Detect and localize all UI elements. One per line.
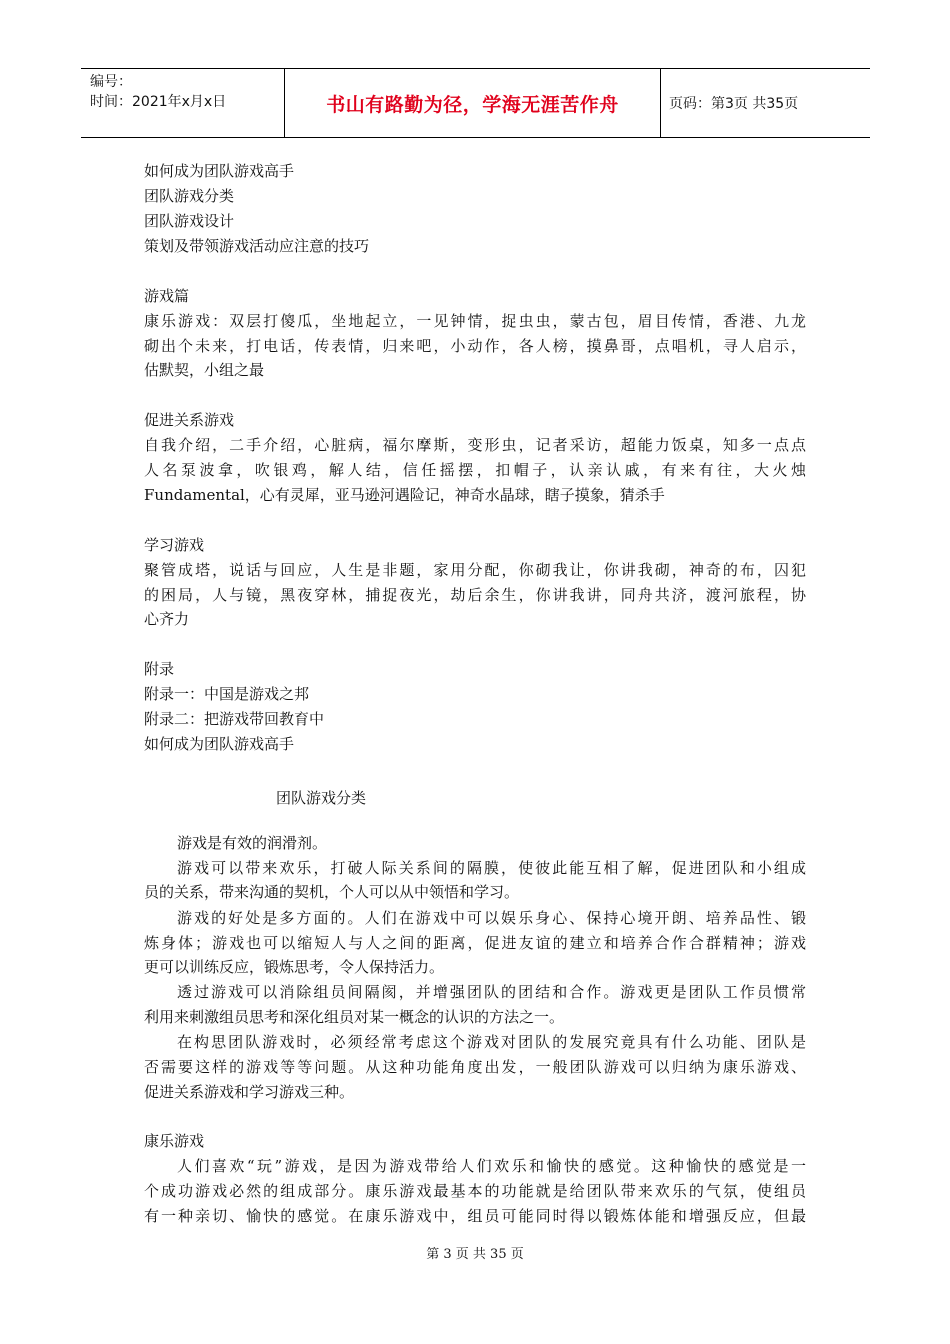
text-line: Fundamental，心有灵犀，亚马逊河遇险记，神奇水晶球，瞎子摸象，猜杀手 [144, 486, 665, 504]
text-line: 炼身体；游戏也可以缩短人与人之间的距离，促进友谊的建立和培养合作合群精神；游戏 [144, 934, 806, 952]
page-header [81, 68, 870, 138]
section-heading: 游戏篇 [144, 287, 190, 305]
text-line: 估默契，小组之最 [144, 361, 265, 379]
text-line: 促进关系游戏和学习游戏三种。 [144, 1083, 355, 1101]
section-title: 团队游戏分类 [276, 789, 367, 807]
text-line: 员的关系，带来沟通的契机，个人可以从中领悟和学习。 [144, 883, 520, 901]
text-line: 如何成为团队游戏高手 [144, 735, 295, 753]
toc-item: 团队游戏分类 [144, 187, 235, 205]
text-line: 游戏可以带来欢乐，打破人际关系间的隔膜，使彼此能互相了解，促进团队和小组成 [177, 859, 806, 877]
header-meta [81, 69, 284, 137]
code-label: 编号： [90, 74, 132, 90]
text-line: 游戏的好处是多方面的。人们在游戏中可以娱乐身心、保持心境开朗、培养品性、锻 [177, 909, 806, 927]
text-line: 在构思团队游戏时，必须经常考虑这个游戏对团队的发展究竟具有什么功能、团队是 [177, 1033, 806, 1051]
section-heading: 促进关系游戏 [144, 411, 235, 429]
text-line: 有一种亲切、愉快的感觉。在康乐游戏中，组员可能同时得以锻炼体能和增强反应，但最 [144, 1207, 806, 1225]
text-line: 个成功游戏必然的组成部分。康乐游戏最基本的功能就是给团队带来欢乐的气氛，使组员 [144, 1182, 806, 1200]
motto: 书山有路勤为径，学海无涯苦作舟 [326, 93, 619, 116]
page-info: 页码：第3页 共35页 [669, 96, 799, 112]
toc-item: 策划及带领游戏活动应注意的技巧 [144, 237, 370, 255]
text-line: 透过游戏可以消除组员间隔阂，并增强团队的团结和合作。游戏更是团队工作员惯常 [177, 983, 806, 1001]
page-footer: 第 3 页 共 35 页 [426, 1247, 524, 1262]
toc-item: 团队游戏设计 [144, 212, 235, 230]
header-page-cell [660, 69, 870, 137]
text-line: 聚管成塔，说话与回应，人生是非题，家用分配，你砌我让，你讲我砌，神奇的布，囚犯 [144, 561, 806, 579]
text-line: 自我介绍，二手介绍，心脏病，福尔摩斯，变形虫，记者采访，超能力饭桌，知多一点点 [144, 436, 806, 454]
text-line: 附录一：中国是游戏之邦 [144, 685, 310, 703]
section-heading: 学习游戏 [144, 536, 205, 554]
text-line: 心齐力 [144, 610, 190, 628]
time-label: 时间：2021年x月x日 [90, 94, 227, 110]
text-line: 否需要这样的游戏等等问题。从这种功能角度出发，一般团队游戏可以归纳为康乐游戏、 [144, 1058, 806, 1076]
text-line: 人们喜欢“玩”游戏，是因为游戏带给人们欢乐和愉快的感觉。这种愉快的感觉是一 [177, 1157, 806, 1175]
section-heading: 康乐游戏 [144, 1132, 205, 1150]
text-line: 的困局，人与镜，黑夜穿林，捕捉夜光，劫后余生，你讲我讲，同舟共济，渡河旅程，协 [144, 586, 806, 604]
text-line: 游戏是有效的润滑剂。 [177, 834, 328, 852]
section-heading: 附录 [144, 660, 175, 678]
text-line: 更可以训练反应，锻炼思考，令人保持活力。 [144, 958, 445, 976]
header-motto-cell [284, 69, 661, 137]
text-line: 人名泵波拿，吹银鸡，解人结，信任摇摆，扣帽子，认亲认戚，有来有往，大火烛 [144, 461, 806, 479]
text-line: 康乐游戏：双层打傻瓜，坐地起立，一见钟情，捉虫虫，蒙古包，眉目传情，香港、九龙 [144, 312, 806, 330]
toc-item: 如何成为团队游戏高手 [144, 162, 295, 180]
text-line: 附录二：把游戏带回教育中 [144, 710, 325, 728]
text-line: 利用来刺激组员思考和深化组员对某一概念的认识的方法之一。 [144, 1008, 565, 1026]
text-line: 砌出个未来，打电话，传表情，归来吧，小动作，各人榜，摸鼻哥，点唱机，寻人启示， [144, 337, 806, 355]
